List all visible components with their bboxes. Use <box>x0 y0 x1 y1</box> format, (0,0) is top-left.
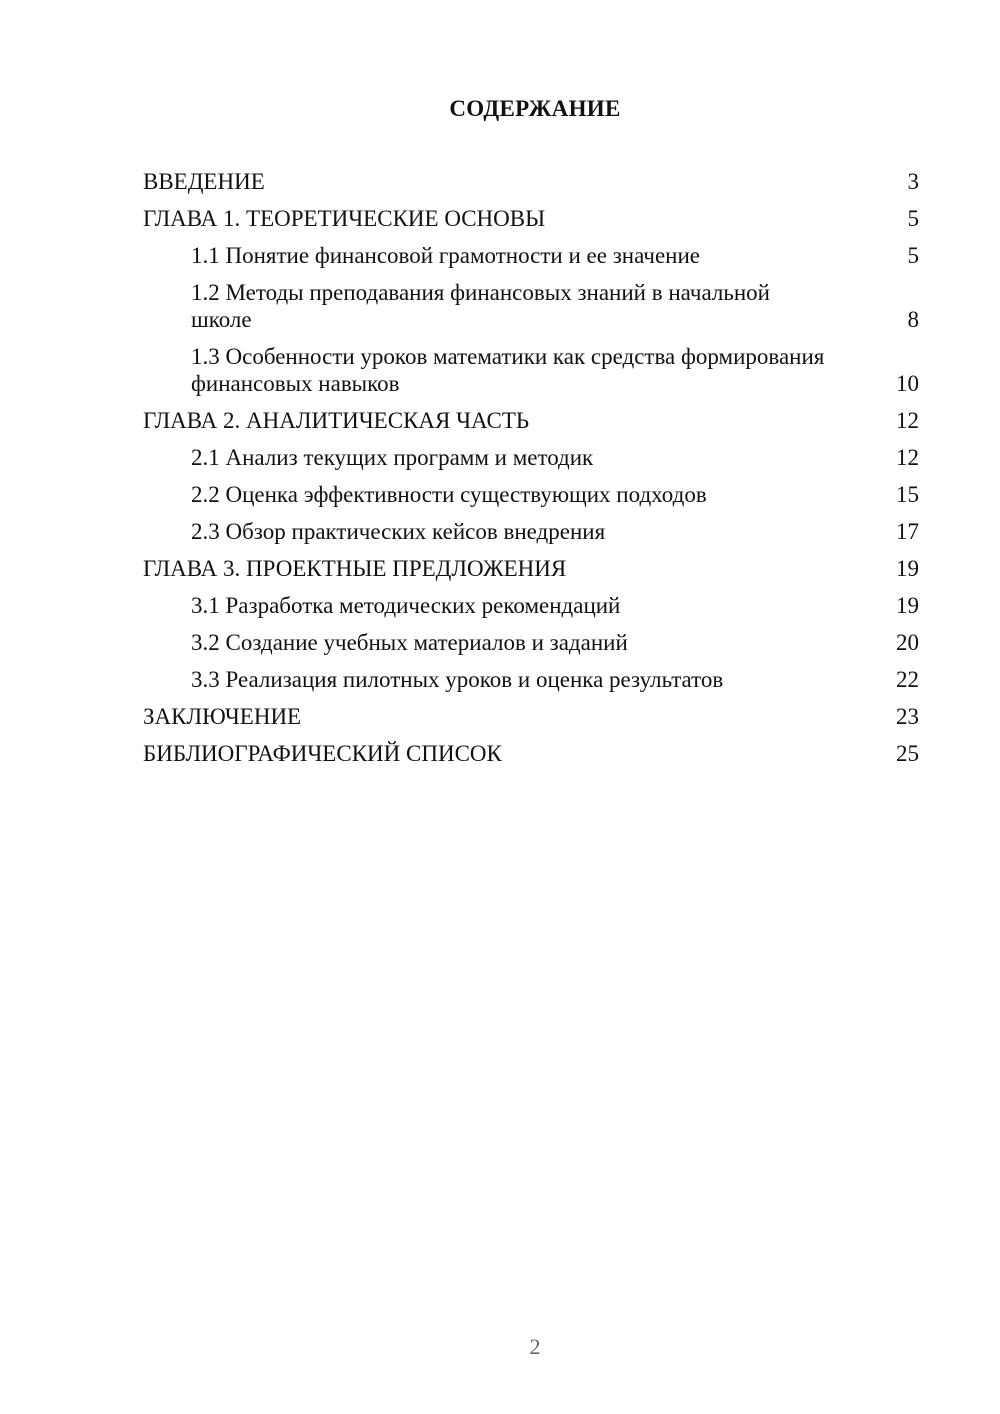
toc-entry-title: ВВЕДЕНИЕ <box>143 169 265 194</box>
page-number: 2 <box>529 1334 541 1359</box>
toc-entry-page: 19 <box>896 556 919 581</box>
toc-subentry <box>143 592 919 619</box>
toc-subentry-page: 15 <box>896 482 919 507</box>
toc-subentry <box>143 444 919 471</box>
toc-subentry-page: 10 <box>896 371 919 396</box>
page-title: СОДЕРЖАНИЕ <box>449 96 621 121</box>
toc-entry <box>143 555 919 582</box>
toc-entry-title: ГЛАВА 2. АНАЛИТИЧЕСКАЯ ЧАСТЬ <box>143 408 530 433</box>
toc-subentry <box>143 629 919 656</box>
toc-subentry-page: 20 <box>896 630 919 655</box>
toc-entry-page: 3 <box>907 169 919 194</box>
toc-entry-page: 12 <box>896 408 919 433</box>
toc-subentry-page: 17 <box>896 519 919 544</box>
toc-entry-title: ЗАКЛЮЧЕНИЕ <box>143 704 302 729</box>
toc-subentry-title: 3.1 Разработка методических рекомендаций <box>191 593 621 618</box>
toc-entry-title: БИБЛИОГРАФИЧЕСКИЙ СПИСОК <box>143 741 502 766</box>
toc-subentry-page: 8 <box>907 307 919 332</box>
toc-subentry-title: 3.3 Реализация пилотных уроков и оценка результатов <box>191 667 724 692</box>
toc-subentry-page: 12 <box>896 445 919 470</box>
toc-subentry <box>143 481 919 508</box>
toc-subentry <box>143 666 919 693</box>
toc-subentry-title: 2.3 Обзор практических кейсов внедрения <box>191 519 606 544</box>
toc-entry <box>143 205 919 232</box>
toc-subentry-page: 5 <box>907 243 919 268</box>
toc-subentry <box>143 279 919 333</box>
toc-entry-page: 25 <box>896 741 919 766</box>
toc-subentry <box>143 518 919 545</box>
toc-entry <box>143 168 919 195</box>
toc-subentry-title: 2.1 Анализ текущих программ и методик <box>191 445 594 470</box>
toc-subentry-page: 19 <box>896 593 919 618</box>
toc-subentry-title: 1.3 Особенности уроков математики как средства формирования финансовых навыков <box>191 344 825 396</box>
toc-subentry-title: 1.1 Понятие финансовой грамотности и ее значение <box>191 243 700 268</box>
toc-entry-title: ГЛАВА 3. ПРОЕКТНЫЕ ПРЕДЛОЖЕНИЯ <box>143 556 567 581</box>
toc-subentry-page: 22 <box>896 667 919 692</box>
toc-entry-title: ГЛАВА 1. ТЕОРЕТИЧЕСКИЕ ОСНОВЫ <box>143 206 546 231</box>
toc-subentry <box>143 242 919 269</box>
toc-entry <box>143 703 919 730</box>
toc-entry <box>143 407 919 434</box>
toc-subentry <box>143 343 919 397</box>
toc-subentry-title: 3.2 Создание учебных материалов и заданий <box>191 630 628 655</box>
toc-entry <box>143 740 919 767</box>
toc-entry-page: 23 <box>896 704 919 729</box>
toc-subentry-title: 2.2 Оценка эффективности существующих подходов <box>191 482 707 507</box>
toc-subentry-title: 1.2 Методы преподавания финансовых знаний в начальной школе <box>191 280 770 332</box>
toc-entry-page: 5 <box>907 206 919 231</box>
table-of-contents <box>143 168 919 777</box>
